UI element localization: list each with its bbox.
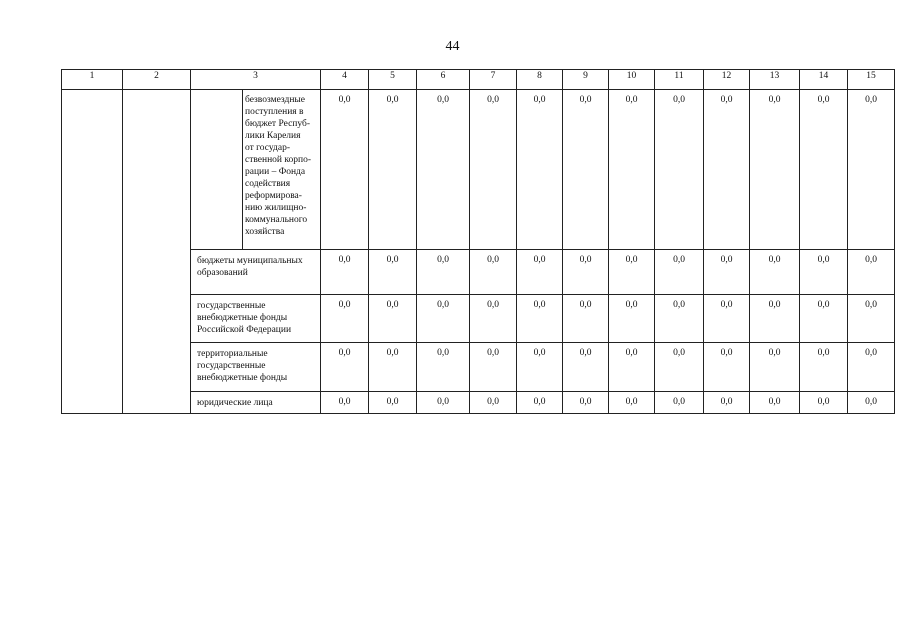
column-header-1: 1 [62, 70, 123, 90]
budget-table [61, 69, 895, 414]
label-line: коммунального [245, 215, 308, 225]
column-header-13: 13 [750, 70, 800, 90]
value-cell: 0,0 [321, 392, 369, 414]
value-cell: 0,0 [321, 295, 369, 343]
label-line: ственной корпо- [245, 155, 312, 165]
value-cell: 0,0 [848, 250, 895, 295]
label-line: государственные [197, 301, 266, 311]
value-cell: 0,0 [704, 250, 750, 295]
value-cell: 0,0 [655, 343, 704, 392]
value-cell: 0,0 [321, 250, 369, 295]
column-header-15: 15 [848, 70, 895, 90]
column-header-6: 6 [417, 70, 470, 90]
value-cell: 0,0 [655, 295, 704, 343]
value-cell: 0,0 [800, 295, 848, 343]
value-cell: 0,0 [321, 343, 369, 392]
value-cell: 0,0 [470, 343, 517, 392]
value-cell: 0,0 [704, 392, 750, 414]
row-label [243, 90, 321, 250]
value-cell: 0,0 [563, 295, 609, 343]
value-cell: 0,0 [704, 295, 750, 343]
value-cell: 0,0 [470, 295, 517, 343]
value-cell: 0,0 [655, 90, 704, 250]
value-cell: 0,0 [369, 295, 417, 343]
value-cell: 0,0 [563, 250, 609, 295]
value-cell: 0,0 [417, 343, 470, 392]
value-cell: 0,0 [800, 343, 848, 392]
value-cell: 0,0 [848, 90, 895, 250]
row-label [191, 250, 321, 295]
column-header-8: 8 [517, 70, 563, 90]
value-cell: 0,0 [848, 295, 895, 343]
label-line: лики Карелия [245, 131, 301, 141]
column-header-2: 2 [123, 70, 191, 90]
value-cell: 0,0 [369, 90, 417, 250]
cell-col-3-indent [191, 90, 243, 250]
value-cell: 0,0 [750, 90, 800, 250]
value-cell: 0,0 [369, 392, 417, 414]
label-line: внебюджетные фонды [197, 373, 288, 383]
value-cell: 0,0 [609, 90, 655, 250]
label-line: нию жилищно- [245, 203, 307, 213]
value-cell: 0,0 [704, 343, 750, 392]
row-label [191, 295, 321, 343]
value-cell: 0,0 [563, 392, 609, 414]
value-cell: 0,0 [750, 392, 800, 414]
value-cell: 0,0 [609, 343, 655, 392]
row-label [191, 343, 321, 392]
label-line: содействия [245, 179, 291, 189]
page-number: 44 [445, 39, 460, 54]
value-cell: 0,0 [470, 392, 517, 414]
value-cell: 0,0 [517, 90, 563, 250]
value-cell: 0,0 [609, 392, 655, 414]
label-line: поступления в [245, 107, 304, 117]
column-header-11: 11 [655, 70, 704, 90]
column-header-14: 14 [800, 70, 848, 90]
value-cell: 0,0 [750, 250, 800, 295]
value-cell: 0,0 [750, 295, 800, 343]
value-cell: 0,0 [609, 250, 655, 295]
column-header-3: 3 [191, 70, 321, 90]
value-cell: 0,0 [848, 392, 895, 414]
value-cell: 0,0 [517, 343, 563, 392]
value-cell: 0,0 [321, 90, 369, 250]
value-cell: 0,0 [517, 392, 563, 414]
header-row [62, 70, 895, 90]
label-line: внебюджетные фонды [197, 313, 288, 323]
label-line: бюджеты муниципальных [197, 256, 303, 266]
column-header-5: 5 [369, 70, 417, 90]
value-cell: 0,0 [369, 250, 417, 295]
value-cell: 0,0 [417, 90, 470, 250]
label-line: реформирова- [245, 191, 302, 201]
value-cell: 0,0 [417, 295, 470, 343]
label-line: юридические лица [197, 398, 273, 408]
cell-col-1-empty [62, 90, 123, 414]
column-header-7: 7 [470, 70, 517, 90]
label-line: образований [197, 268, 248, 278]
value-cell: 0,0 [470, 90, 517, 250]
column-header-10: 10 [609, 70, 655, 90]
label-line: территориальные [197, 349, 268, 359]
cell-col-2-empty [123, 90, 191, 414]
label-line: бюджет Респуб- [245, 119, 310, 129]
value-cell: 0,0 [517, 295, 563, 343]
column-header-9: 9 [563, 70, 609, 90]
value-cell: 0,0 [704, 90, 750, 250]
label-line: хозяйства [245, 227, 285, 237]
value-cell: 0,0 [563, 343, 609, 392]
label-line: от государ- [245, 143, 291, 153]
value-cell: 0,0 [800, 250, 848, 295]
value-cell: 0,0 [655, 392, 704, 414]
value-cell: 0,0 [655, 250, 704, 295]
value-cell: 0,0 [750, 343, 800, 392]
value-cell: 0,0 [369, 343, 417, 392]
value-cell: 0,0 [563, 90, 609, 250]
label-line: безвозмездные [245, 95, 306, 105]
value-cell: 0,0 [800, 392, 848, 414]
value-cell: 0,0 [609, 295, 655, 343]
label-line: рации – Фонда [245, 167, 306, 177]
column-header-4: 4 [321, 70, 369, 90]
table-row [62, 90, 895, 250]
value-cell: 0,0 [417, 392, 470, 414]
row-label [191, 392, 321, 414]
value-cell: 0,0 [848, 343, 895, 392]
value-cell: 0,0 [517, 250, 563, 295]
column-header-12: 12 [704, 70, 750, 90]
value-cell: 0,0 [470, 250, 517, 295]
value-cell: 0,0 [417, 250, 470, 295]
label-line: государственные [197, 361, 266, 371]
label-line: Российской Федерации [197, 325, 292, 335]
value-cell: 0,0 [800, 90, 848, 250]
